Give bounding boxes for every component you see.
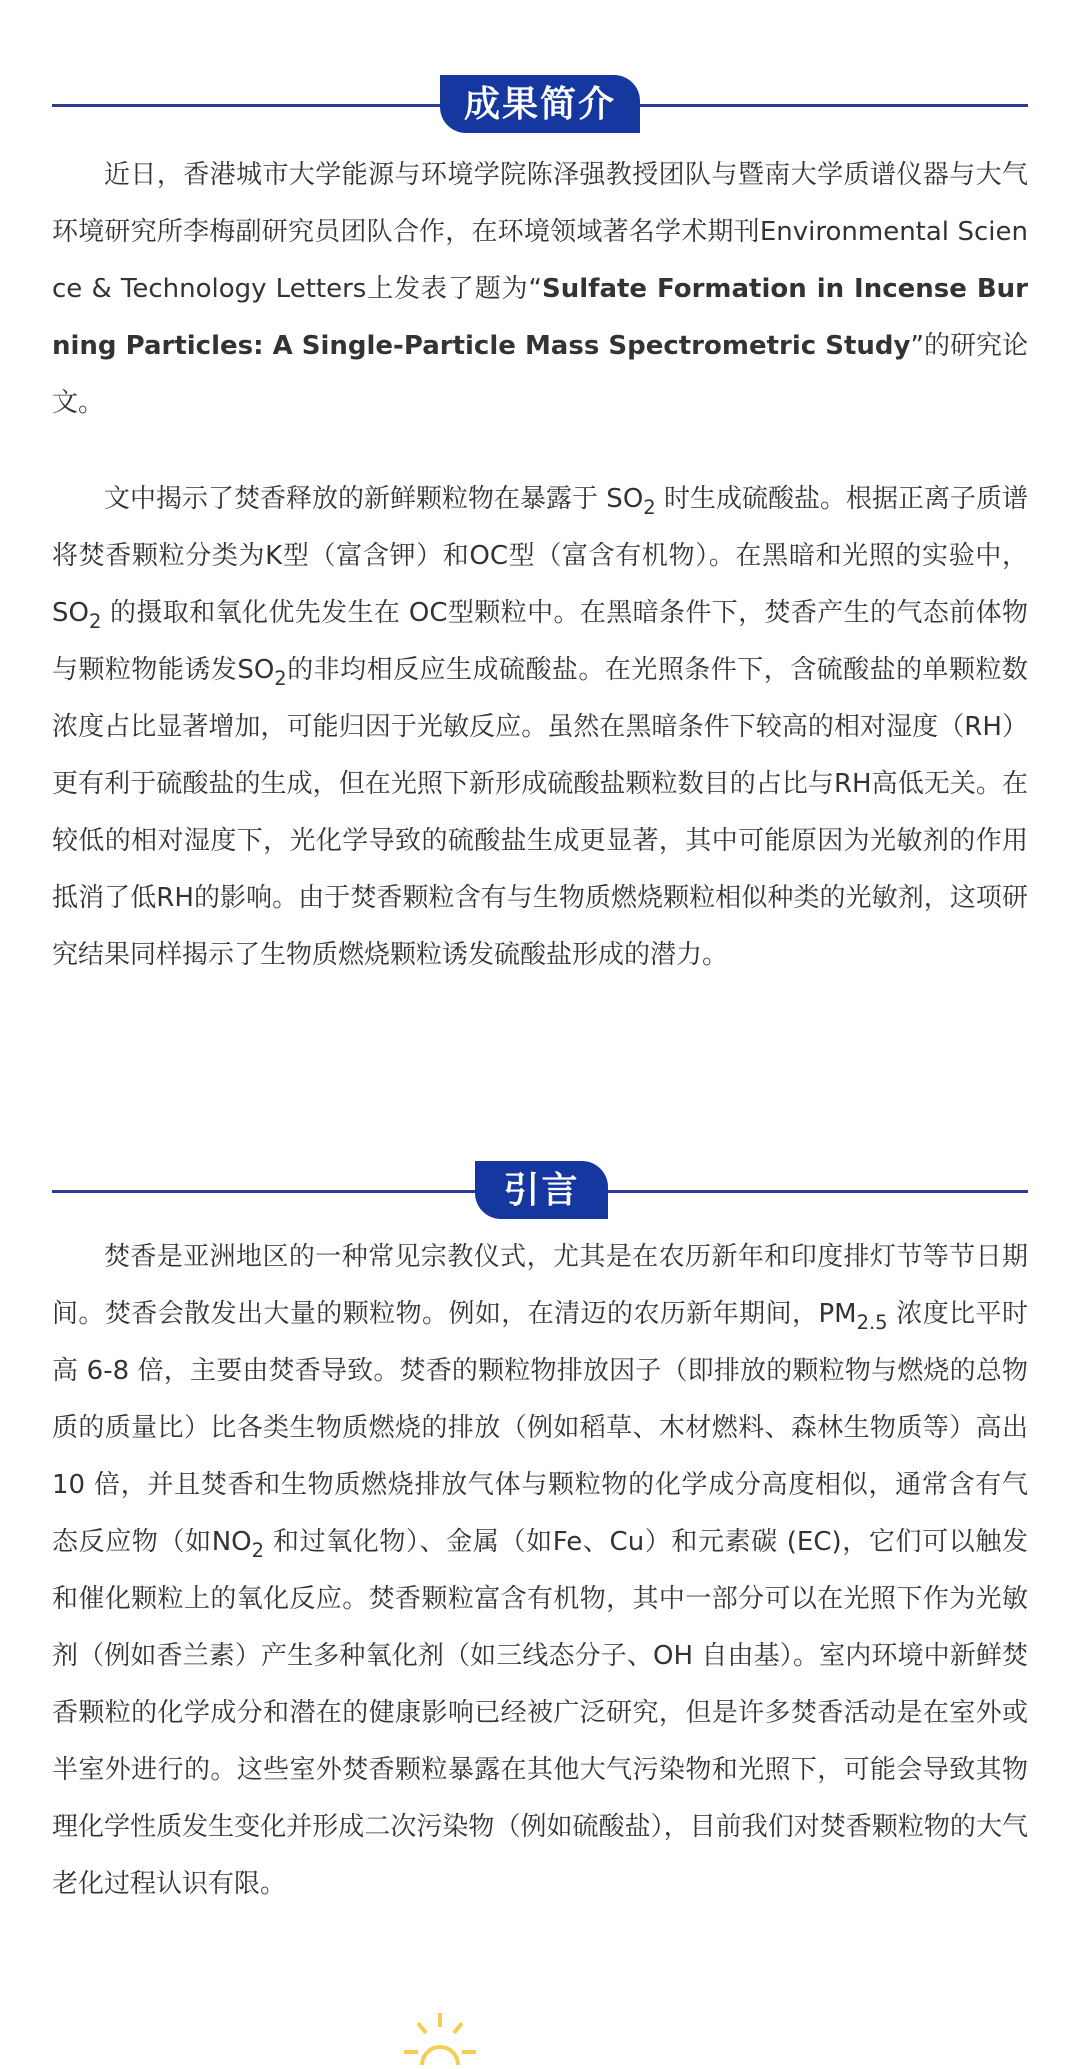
text-run: 时生成硫酸盐。根据正离子质谱将焚香颗粒分类为K型（富含钾）和OC型（富含有机物）。在黑暗和光照的实验中， SO [52, 484, 1029, 628]
subscript: 2 [88, 609, 102, 633]
text-run: 焚香是亚洲地区的一种常见宗教仪式，尤其是在农历新年和印度排灯节等节日期间。焚香会散发出大量的颗粒物。例如，在清迈的农历新年期间，PM [52, 1242, 1028, 1329]
section-header-results [52, 75, 1028, 135]
sun-icon [398, 2005, 488, 2065]
text-run: ”的研究论文。 [52, 331, 1028, 418]
subscript: 2 [251, 1538, 265, 1562]
text-run: 近日，香港城市大学能源与环境学院陈泽强教授团队与暨南大学质谱仪器与大气环境研究所李梅副研究员团队合作，在环境领域著名学术期刊Environmental Science & Technology Letters上发表了题为“ [52, 160, 1028, 304]
section-header-introduction [52, 1161, 1028, 1221]
text-run: 的摄取和氧化优先发生在 OC型颗粒中。在黑暗条件下，焚香产生的气态前体物与颗粒物能诱发SO [52, 598, 1028, 685]
text-run: 浓度比平时高 6-8 倍，主要由焚香导致。焚香的颗粒物排放因子（即排放的颗粒物与燃烧的总物质的质量比）比各类生物质燃烧的排放（例如稻草、木材燃料、森林生物质等）高出 10 倍，并且焚香和生物质燃烧排放气体与颗粒物的化学成分高度相似，通常含有气态反应物（如NO [52, 1299, 1028, 1557]
section-title-badge: 成果简介 [440, 75, 640, 133]
text-run: 的非均相反应生成硫酸盐。在光照条件下，含硫酸盐的单颗粒数浓度占比显著增加，可能归因于光敏反应。虽然在黑暗条件下较高的相对湿度（RH）更有利于硫酸盐的生成，但在光照下新形成硫酸盐颗粒数目的占比与RH高低无关。在较低的相对湿度下，光化学导致的硫酸盐生成更显著，其中可能原因为光敏剂的作用抵消了低RH的影响。由于焚香颗粒含有与生物质燃烧颗粒相似种类的光敏剂，这项研究结果同样揭示了生物质燃烧颗粒诱发硫酸盐形成的潜力。 [52, 655, 1028, 970]
section-title-badge: 引言 [475, 1161, 608, 1219]
subscript: 2 [643, 495, 656, 519]
subscript: 2.5 [856, 1310, 888, 1334]
paper-title: Sulfate Formation in Incense Burning Particles: A Single-Particle Mass Spectrometric Study [52, 274, 1028, 361]
text-run: 文中揭示了焚香释放的新鲜颗粒物在暴露于 SO [104, 484, 644, 514]
subscript: 2 [274, 666, 287, 690]
paragraph-results-intro [52, 147, 1028, 432]
text-run: 和过氧化物）、金属（如Fe、Cu）和元素碳 (EC)，它们可以触发和催化颗粒上的氧化反应。焚香颗粒富含有机物，其中一部分可以在光照下作为光敏剂（例如香兰素）产生多种氧化剂（如三线态分子、OH 自由基）。室内环境中新鲜焚香颗粒的化学成分和潜在的健康影响已经被广泛研究，但是许多焚香活动是在室外或半室外进行的。这些室外焚香颗粒暴露在其他大气污染物和光照下，可能会导致其物理化学性质发生变化并形成二次污染物（例如硫酸盐），目前我们对焚香颗粒物的大气老化过程认识有限。 [52, 1527, 1028, 1899]
paragraph-results-findings [52, 471, 1028, 984]
paragraph-introduction [52, 1229, 1028, 1913]
